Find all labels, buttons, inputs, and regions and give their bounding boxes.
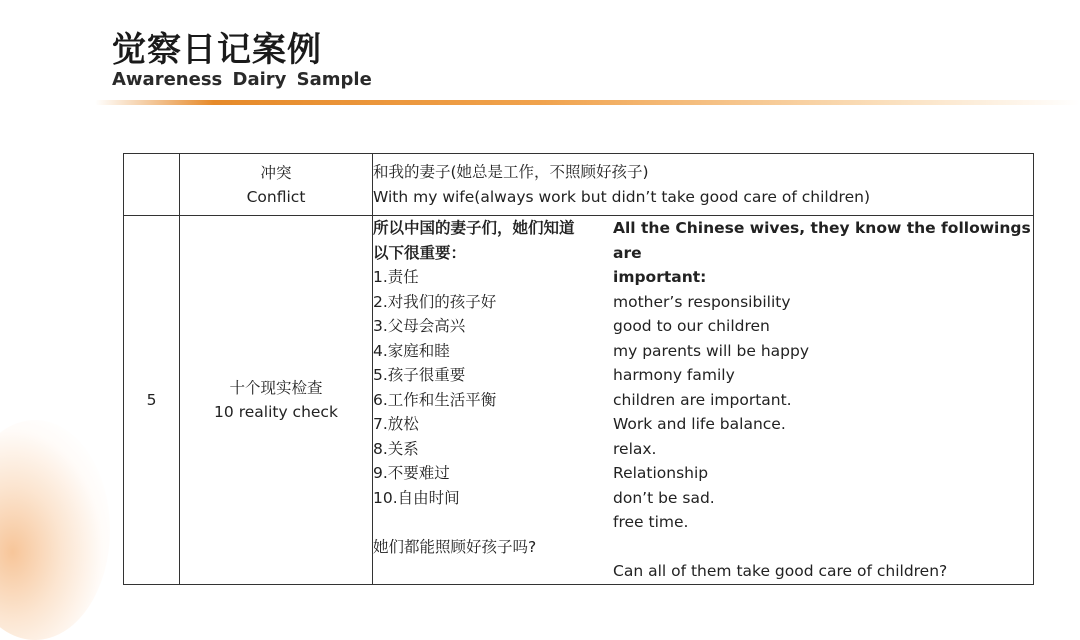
intro-en-line: All the Chinese wives, they know the followings are [613, 219, 1031, 262]
topic-en: Conflict [246, 187, 306, 206]
list-item: 3.父母会高兴 [373, 317, 466, 335]
list-item: 8.关系 [373, 439, 419, 458]
list-item: my parents will be happy [613, 341, 810, 360]
list-item: relax. [613, 439, 657, 458]
title-divider [95, 100, 1080, 105]
list-item: 4.家庭和睦 [373, 341, 450, 360]
decorative-splash [0, 420, 110, 640]
diary-table [123, 153, 1034, 585]
list-item: 7.放松 [373, 415, 419, 433]
page-title: 觉察日记案例 [112, 30, 322, 70]
list-item: 10.自由时间 [373, 488, 460, 507]
topic-cell [180, 216, 373, 585]
topic-cn: 冲突 [260, 163, 292, 182]
list-item: 6.工作和生活平衡 [373, 390, 497, 409]
spacer [613, 535, 1033, 560]
list-item: free time. [613, 513, 689, 531]
english-column [613, 216, 1033, 584]
list-item: mother’s responsibility [613, 292, 791, 311]
chinese-column [373, 216, 613, 584]
list-item: don’t be sad. [613, 488, 715, 507]
question-en: Can all of them take good care of children? [613, 562, 948, 580]
row-number-cell [124, 154, 180, 216]
list-item: Relationship [613, 464, 709, 482]
intro-cn-line: 所以中国的妻子们，她们知道 [373, 219, 575, 237]
list-item: 2.对我们的孩子好 [373, 292, 497, 311]
content-cell [373, 216, 1034, 585]
topic-cn: 十个现实检查 [229, 378, 323, 397]
intro-en-line: important: [613, 268, 707, 286]
topic-cell [180, 154, 373, 216]
list-item: good to our children [613, 317, 770, 335]
content-cn: 和我的妻子(她总是工作，不照顾好孩子) [373, 163, 649, 181]
list-item: 9.不要难过 [373, 464, 450, 482]
row-number-cell: 5 [124, 216, 180, 585]
question-cn: 她们都能照顾好孩子吗? [373, 537, 537, 556]
list-item: 5.孩子很重要 [373, 366, 466, 384]
content-cell [373, 154, 1034, 216]
list-item: harmony family [613, 366, 735, 384]
list-item: children are important. [613, 390, 792, 409]
spacer [373, 510, 613, 535]
page-subtitle: Awareness Dairy Sample [112, 69, 372, 90]
intro-cn-line: 以下很重要： [373, 243, 467, 262]
content-en: With my wife(always work but didn’t take good care of children) [373, 187, 870, 206]
table-row [124, 216, 1034, 585]
bilingual-columns [373, 216, 1033, 584]
table-row [124, 154, 1034, 216]
list-item: Work and life balance. [613, 415, 786, 433]
topic-en: 10 reality check [214, 402, 338, 421]
list-item: 1.责任 [373, 268, 419, 286]
